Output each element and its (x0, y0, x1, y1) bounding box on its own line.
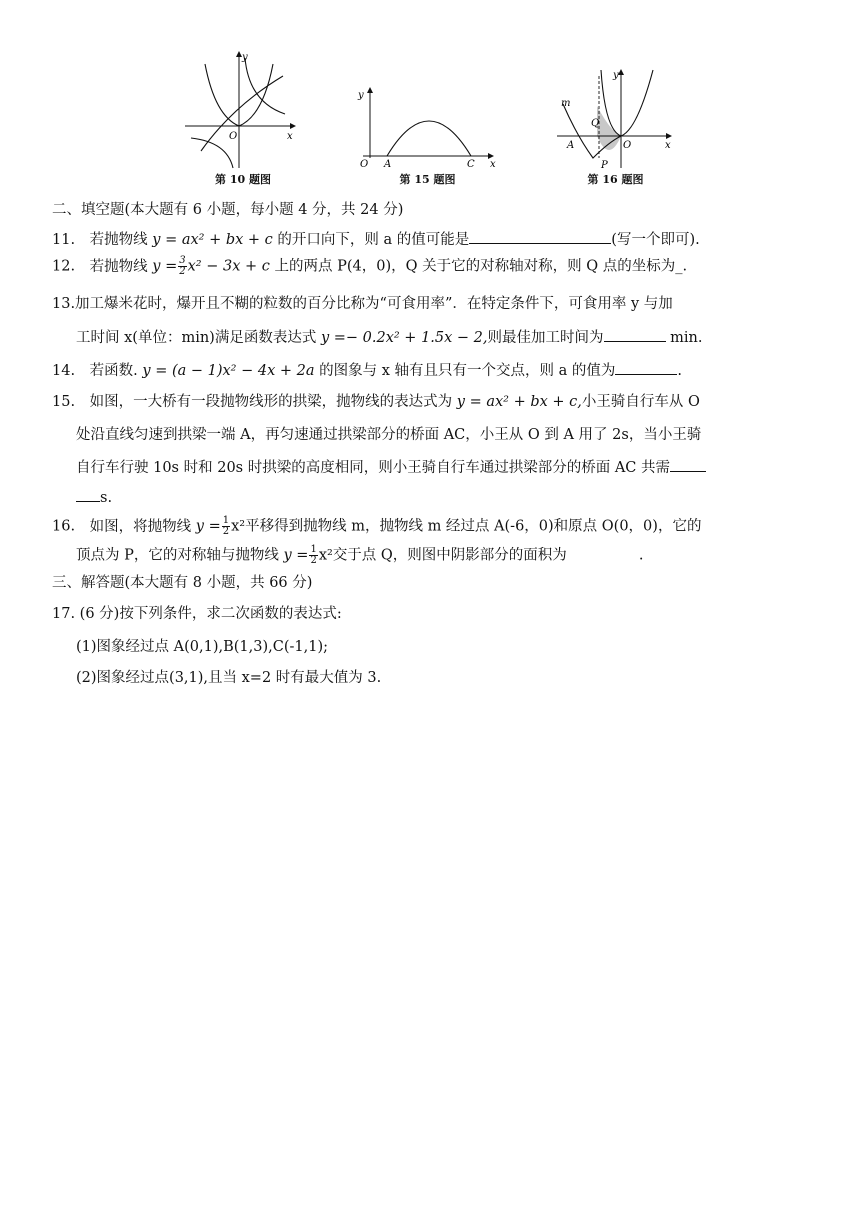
figures-row (0, 46, 860, 191)
q16-line2-pre: 顶点为 P，它的对称轴与抛物线 (76, 547, 279, 564)
figure-15-graph (355, 46, 500, 171)
figure-10 (183, 46, 303, 186)
fig16-origin-label: O (623, 140, 632, 151)
question-16-line-1 (52, 516, 701, 537)
fig10-x-label: x (287, 131, 293, 142)
q16-line2-post: 交于点 Q，则图中阴影部分的面积为 (332, 547, 567, 564)
q16-frac-denominator: 2 (222, 526, 230, 537)
fig16-m-label: m (561, 98, 571, 109)
figure-10-graph (183, 46, 303, 171)
question-17-part-2: (2)图象经过点(3,1),且当 x=2 时有最大值为 3. (76, 670, 382, 686)
q14-formula: y = (a − 1)x² − 4x + 2a (142, 363, 315, 379)
q16-line2-end: . (638, 547, 644, 564)
q15-formula: y = ax² + bx + c, (456, 394, 582, 410)
fig16-q-label: Q (591, 118, 600, 129)
fig15-origin-label: O (360, 159, 369, 170)
q15-line1-post: 小王骑自行车从 O (581, 394, 700, 410)
q16-x2-2: x² (318, 547, 333, 564)
fig15-x-label: x (490, 159, 496, 170)
q16-frac-numerator: 1 (222, 515, 230, 526)
fig10-line (201, 76, 283, 151)
q11-pre: 若抛物线 (89, 232, 148, 248)
q16-y-2: y = (283, 547, 309, 564)
q13-line2-post: min. (665, 330, 703, 346)
q15-number: 15. (52, 394, 76, 410)
q16-frac-denominator-2: 2 (310, 555, 317, 566)
fig16-x-label: x (665, 140, 671, 151)
fig15-arch (387, 121, 471, 156)
q11-mid: 的开口向下，则 a 的值可能是 (277, 232, 470, 248)
fig16-y-label: y (613, 70, 619, 81)
q16-x2: x² (231, 518, 246, 535)
fig16-a-label: A (567, 140, 575, 151)
q12-formula-rest: x² − 3x + c (187, 258, 270, 275)
fig15-a-label: A (384, 159, 392, 170)
q16-fraction-2 (309, 545, 317, 566)
section-3-title: 三、解答题(本大题有 8 小题，共 66 分) (52, 575, 313, 591)
figure-15-caption: 第 15 题图 (399, 173, 456, 186)
question-15-line-4 (76, 487, 112, 508)
q12-fraction (178, 256, 186, 277)
q16-line1-post: 平移得到抛物线 m，抛物线 m 经过点 A(-6，0)和原点 O(0，0)，它的 (245, 518, 702, 535)
q13-line2-pre: 工时间 x(单位：min)满足函数表达式 (76, 330, 317, 346)
question-17-part-1: (1)图象经过点 A(0,1),B(1,3),C(-1,1); (76, 639, 328, 655)
q16-y: y = (195, 518, 221, 535)
q15-answer-blank-part1[interactable] (670, 457, 706, 472)
q15-line4-text: s. (100, 490, 113, 506)
fig16-p-label: P (601, 160, 608, 171)
question-15-line-2: 处沿直线匀速到拱梁一端 A，再匀速通过拱梁部分的桥面 AC，小王从 O 到 A 用了 2s，当小王骑 (76, 427, 702, 443)
q14-post: . (677, 363, 682, 379)
q14-mid: 的图象与 x 轴有且只有一个交点，则 a 的值为 (319, 363, 616, 379)
figure-15 (355, 46, 500, 186)
question-15-line-3 (76, 457, 706, 478)
figure-10-caption: 第 10 题图 (215, 173, 271, 186)
q15-line3-text: 自行车行驶 10s 时和 20s 时拱梁的高度相同，则小王骑自行车通过拱梁部分的桥面 AC 共需 (76, 460, 671, 476)
q11-formula: y = ax² + bx + c (152, 232, 273, 248)
question-16-line-2 (76, 545, 643, 566)
q12-y: y = (152, 258, 178, 275)
q15-line1-pre: 如图，一大桥有一段抛物线形的拱梁，抛物线的表达式为 (89, 394, 453, 410)
q16-frac-numerator-2: 1 (310, 544, 317, 555)
fig10-hyperbola-lower (191, 138, 233, 168)
q16-fraction-1 (222, 516, 230, 537)
question-15-line-1 (52, 392, 700, 412)
question-12 (52, 256, 687, 277)
question-13-line-2 (76, 327, 702, 348)
q13-answer-blank[interactable] (604, 327, 666, 342)
fig10-origin-label: O (229, 131, 238, 142)
q16-line1-pre: 如图，将抛物线 (89, 518, 192, 535)
question-14 (52, 360, 682, 381)
figure-16 (553, 46, 678, 186)
section-2-title: 二、填空题(本大题有 6 小题，每小题 4 分，共 24 分) (52, 202, 404, 218)
q14-number: 14. (52, 363, 76, 379)
figure-16-graph (553, 46, 678, 171)
q16-number: 16. (52, 518, 76, 535)
fig15-y-label: y (358, 90, 364, 101)
q11-answer-blank[interactable] (469, 229, 611, 244)
q14-answer-blank[interactable] (615, 360, 677, 375)
question-11 (52, 229, 700, 250)
q14-pre: 若函数. (89, 363, 138, 379)
fig10-hyperbola-upper (245, 58, 285, 114)
q11-number: 11. (52, 232, 76, 248)
q12-number: 12. (52, 258, 76, 275)
q15-answer-blank-part2[interactable] (76, 487, 100, 502)
q12-pre: 若抛物线 (89, 258, 148, 275)
q12-mid: 上的两点 P(4，0)，Q 关于它的对称轴对称，则 Q 点的坐标为_. (274, 258, 688, 275)
question-17-head: 17. (6 分)按下列条件，求二次函数的表达式: (52, 606, 342, 622)
q11-post: (写一个即可). (611, 232, 700, 248)
question-13-line-1: 13.加工爆米花时，爆开且不糊的粒数的百分比称为“可食用率”．在特定条件下，可食用率 y 与加 (52, 296, 673, 312)
q13-line2-mid: 则最佳加工时间为 (487, 330, 604, 346)
fig15-c-label: C (467, 159, 475, 170)
q13-formula: y =− 0.2x² + 1.5x − 2, (320, 330, 488, 346)
q12-frac-numerator: 3 (179, 255, 186, 266)
q12-frac-denominator: 2 (179, 266, 186, 277)
figure-16-caption: 第 16 题图 (587, 173, 644, 186)
fig10-y-label: y (242, 52, 248, 63)
